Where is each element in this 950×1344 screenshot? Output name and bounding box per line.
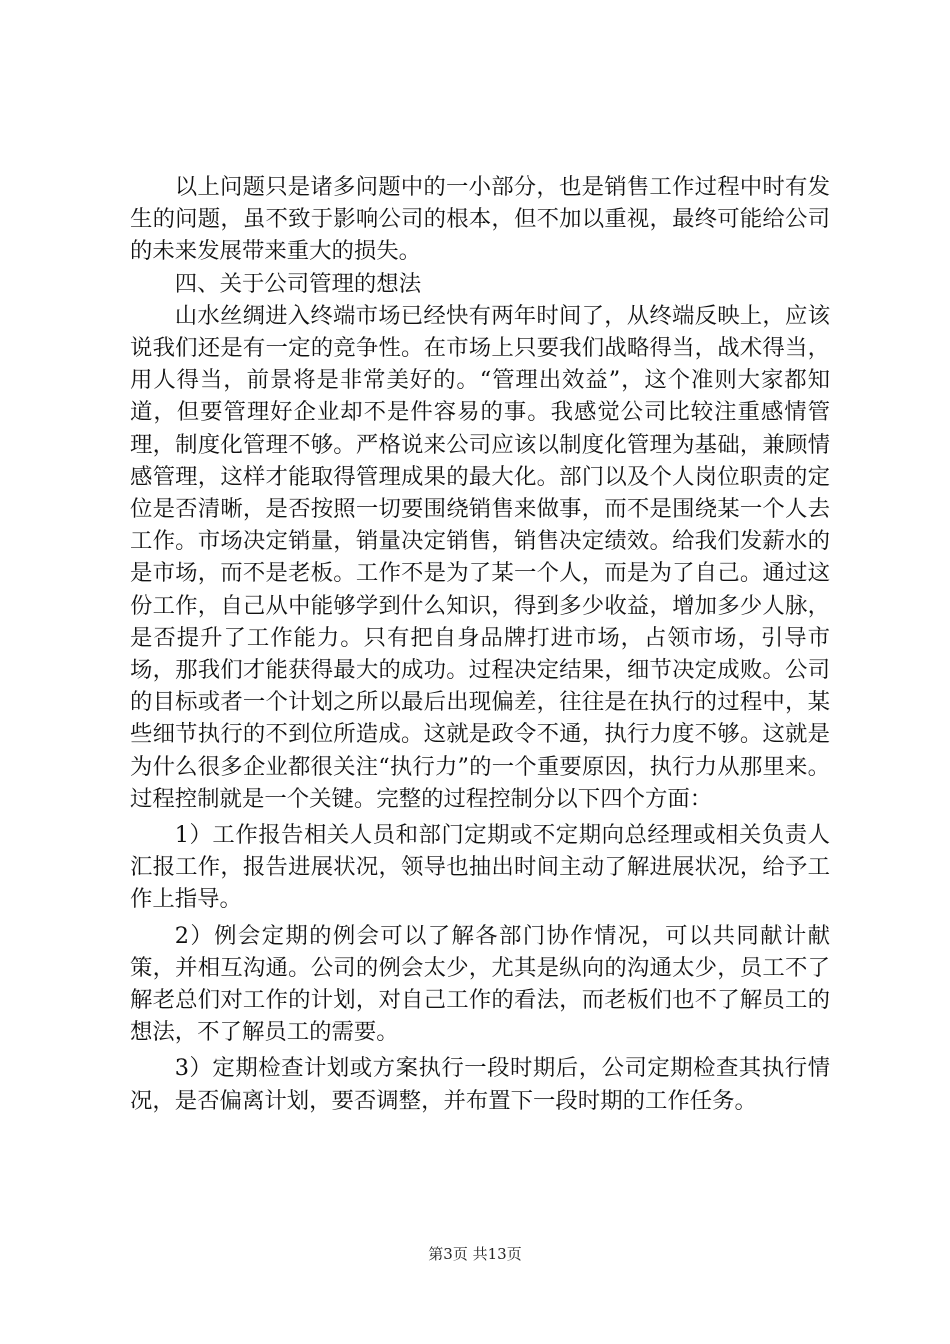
paragraph-item-2: 2）例会定期的例会可以了解各部门协作情况，可以共同献计献策，并相互沟通。公司的例会太少，尤其是纵向的沟通太少，员工不了解老总们对工作的计划，对自己工作的看法，而老板们也不了解员工的想法，不了解员工的需要。 <box>130 922 830 1046</box>
paragraph-item-1: 1）工作报告相关人员和部门定期或不定期向总经理或相关负责人汇报工作，报告进展状况，领导也抽出时间主动了解进展状况，给予工作上指导。 <box>130 822 830 913</box>
paragraph-summary: 以上问题只是诸多问题中的一小部分，也是销售工作过程中时有发生的问题，虽不致于影响公司的根本，但不加以重视，最终可能给公司的未来发展带来重大的损失。 <box>130 174 830 265</box>
page-number-footer: 第3页 共13页 <box>428 1245 522 1263</box>
document-body <box>130 171 830 1117</box>
paragraph-management: 山水丝绸进入终端市场已经快有两年时间了，从终端反映上，应该说我们还是有一定的竞争性。在市场上只要我们战略得当，战术得当，用人得当，前景将是非常美好的。“管理出效益”，这个准则大家都知道，但要管理好企业却不是件容易的事。我感觉公司比较注重感情管理，制度化管理不够。严格说来公司应该以制度化管理为基础，兼顾情感管理，这样才能取得管理成果的最大化。部门以及个人岗位职责的定位是否清晰，是否按照一切要围绕销售来做事，而不是围绕某一个人去工作。市场决定销量，销量决定销售，销售决定绩效。给我们发薪水的是市场，而不是老板。工作不是为了某一个人，而是为了自己。通过这份工作，自己从中能够学到什么知识，得到多少收益，增加多少人脉，是否提升了工作能力。只有把自身品牌打进市场，占领市场，引导市场，那我们才能获得最大的成功。过程决定结果，细节决定成败。公司的目标或者一个计划之所以最后出现偏差，往往是在执行的过程中，某些细节执行的不到位所造成。这就是政令不通，执行力度不够。这就是为什么很多企业都很关注“执行力”的一个重要原因，执行力从那里来。过程控制就是一个关键。完整的过程控制分以下四个方面： <box>130 302 830 812</box>
paragraph-item-3: 3）定期检查计划或方案执行一段时期后，公司定期检查其执行情况，是否偏离计划，要否调整，并布置下一段时期的工作任务。 <box>130 1055 830 1114</box>
section-heading: 四、关于公司管理的想法 <box>174 270 422 297</box>
